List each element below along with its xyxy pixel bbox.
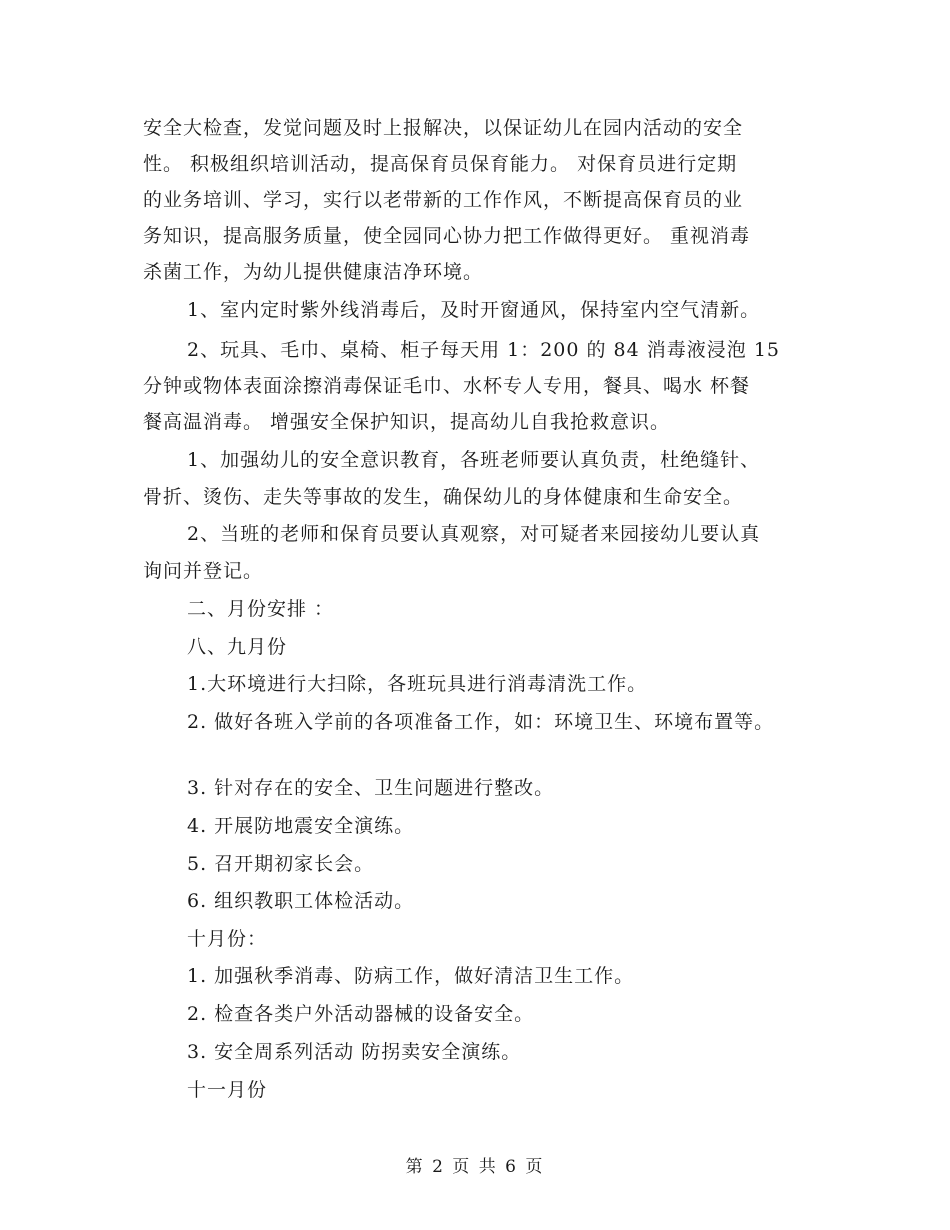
list-item: 1、室内定时紫外线消毒后，及时开窗通风，保持室内空气清新。 bbox=[187, 299, 761, 321]
list-item: 5. 召开期初家长会。 bbox=[187, 853, 375, 875]
list-item: 2、玩具、毛巾、桌椅、柜子每天用 1：200 的 84 消毒液浸泡 15 bbox=[187, 339, 780, 361]
list-item: 3. 针对存在的安全、卫生问题进行整改。 bbox=[187, 777, 555, 799]
list-item: 1. 加强秋季消毒、防病工作，做好清洁卫生工作。 bbox=[187, 965, 635, 987]
paragraph-line: 询问并登记。 bbox=[143, 560, 264, 582]
page-number: 第 2 页 共 6 页 bbox=[405, 1157, 545, 1177]
paragraph-line: 杀菌工作，为幼儿提供健康洁净环境。 bbox=[143, 261, 484, 283]
month-heading: 八、九月份 bbox=[187, 636, 288, 658]
list-item: 6. 组织教职工体检活动。 bbox=[187, 890, 415, 912]
list-item: 2、当班的老师和保育员要认真观察，对可疑者来园接幼儿要认真 bbox=[187, 523, 761, 545]
list-item: 4. 开展防地震安全演练。 bbox=[187, 815, 415, 837]
paragraph-line: 分钟或物体表面涂擦消毒保证毛巾、水杯专人专用，餐具、喝水 杯餐 bbox=[143, 375, 751, 397]
list-item: 3. 安全周系列活动 防拐卖安全演练。 bbox=[187, 1041, 522, 1063]
month-heading: 十一月份 bbox=[187, 1079, 268, 1101]
list-item: 1.大环境进行大扫除，各班玩具进行消毒清洗工作。 bbox=[187, 673, 648, 695]
paragraph-line: 餐高温消毒。 增强安全保护知识，提高幼儿自我抢救意识。 bbox=[143, 411, 671, 433]
paragraph-line: 骨折、烫伤、走失等事故的发生，确保幼儿的身体健康和生命安全。 bbox=[143, 486, 744, 508]
paragraph-line: 性。 积极组织培训活动，提高保育员保育能力。 对保育员进行定期 bbox=[143, 153, 738, 175]
list-item: 1、加强幼儿的安全意识教育，各班老师要认真负责，杜绝缝针、 bbox=[187, 449, 761, 471]
paragraph-line: 的业务培训、学习，实行以老带新的工作作风，不断提高保育员的业 bbox=[143, 189, 744, 211]
month-heading: 十月份： bbox=[187, 928, 268, 950]
paragraph-line: 务知识，提高服务质量，使全园同心协力把工作做得更好。 重视消毒 bbox=[143, 225, 751, 247]
list-item: 2. 检查各类户外活动器械的设备安全。 bbox=[187, 1003, 535, 1025]
paragraph-line: 安全大检查，发觉问题及时上报解决，以保证幼儿在园内活动的安全 bbox=[143, 117, 744, 139]
list-item: 2. 做好各班入学前的各项准备工作，如：环境卫生、环境布置等。 bbox=[187, 711, 775, 733]
section-heading: 二、月份安排 ： bbox=[187, 598, 335, 620]
